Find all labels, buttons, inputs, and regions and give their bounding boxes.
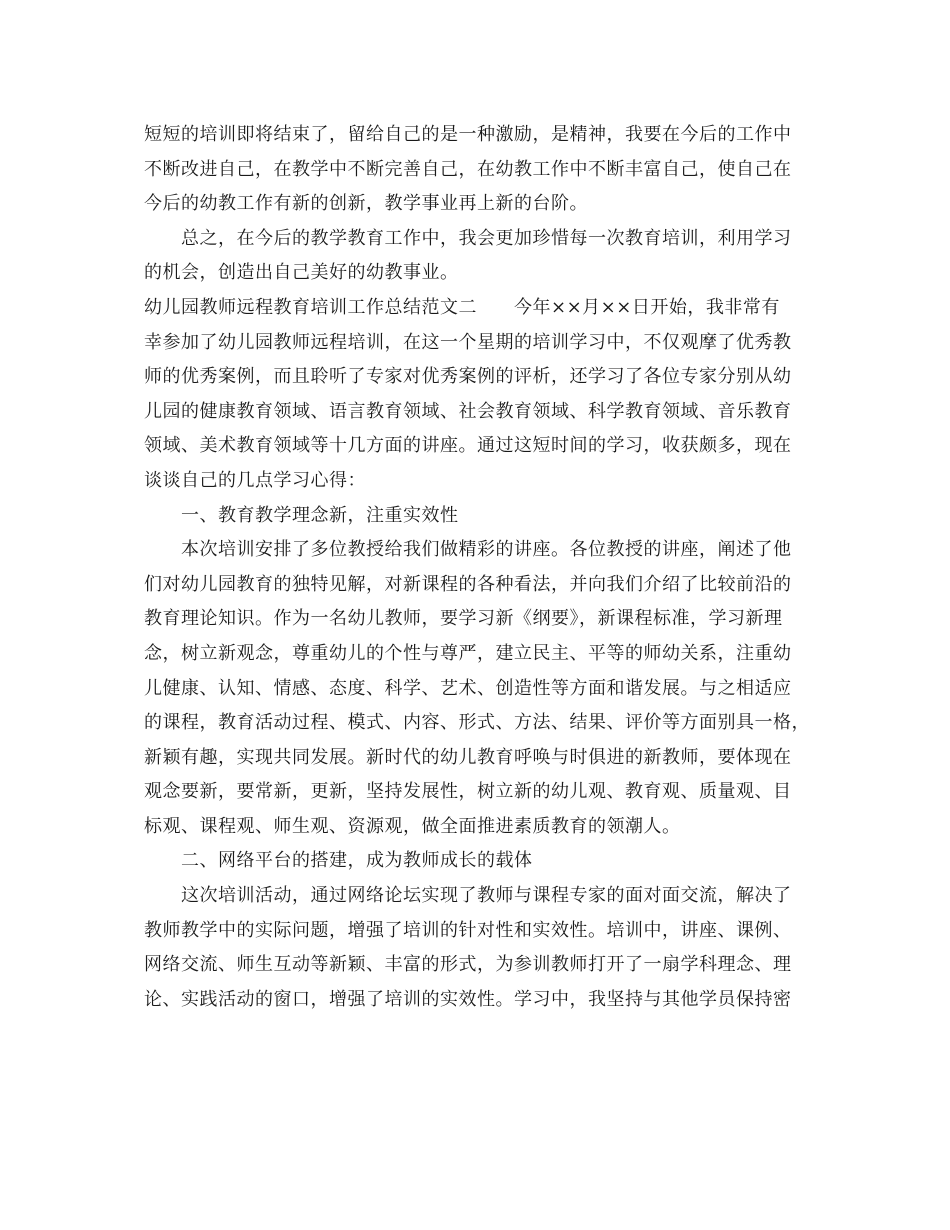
text-line-26: 论、实践活动的窗口，增强了培训的实效性。学习中，我坚持与其他学员保持密	[144, 988, 792, 1010]
text-line-10: 领域、美术教育领域等十几方面的讲座。通过这短时间的学习，收获颇多，现在	[144, 435, 792, 457]
text-line-20: 观念要新，要常新，更新，坚持发展性，树立新的幼儿观、教育观、质量观、目	[144, 781, 792, 803]
text-line-21: 标观、课程观、师生观、资源观，做全面推进素质教育的领潮人。	[144, 815, 681, 837]
text-line-16: 念，树立新观念，尊重幼儿的个性与尊严，建立民主、平等的师幼关系，注重幼	[144, 642, 792, 664]
text-line-9: 儿园的健康教育领域、语言教育领域、社会教育领域、科学教育领域、音乐教育	[144, 400, 792, 422]
heading-line-2: 二、网络平台的搭建，成为教师成长的载体	[181, 850, 533, 872]
text-line-3: 今后的幼教工作有新的创新，教学事业再上新的台阶。	[144, 193, 588, 215]
text-line-1: 短短的培训即将结束了，留给自己的是一种激励，是精神，我要在今后的工作中	[144, 124, 792, 145]
text-line-19: 新颖有趣，实现共同发展。新时代的幼儿教育呼唤与时俱进的新教师，要体现在	[144, 746, 792, 768]
text-line-5: 的机会，创造出自己美好的幼教事业。	[144, 262, 459, 284]
text-line-17: 儿健康、认知、情感、态度、科学、艺术、创造性等方面和谐发展。与之相适应	[144, 677, 792, 699]
text-line-11: 谈谈自己的几点学习心得：	[144, 469, 366, 491]
text-line-13: 本次培训安排了多位教授给我们做精彩的讲座。各位教授的讲座，阐述了他	[181, 539, 792, 561]
text-line-7: 幸参加了幼儿园教师远程培训，在这一个星期的培训学习中，不仅观摩了优秀教	[144, 331, 792, 353]
document-body	[144, 118, 810, 1017]
text-line-18: 的课程，教育活动过程、模式、内容、形式、方法、结果、评价等方面别具一格，	[144, 712, 810, 734]
text-line-8: 师的优秀案例，而且聆听了专家对优秀案例的评析，还学习了各位专家分别从幼	[144, 366, 792, 388]
heading-line-1: 一、教育教学理念新，注重实效性	[181, 504, 459, 526]
text-line-14: 们对幼儿园教育的独特见解，对新课程的各种看法，并向我们介绍了比较前沿的	[144, 573, 792, 595]
text-line-4: 总之，在今后的教学教育工作中，我会更加珍惜每一次教育培训，利用学习	[181, 227, 792, 249]
text-line-23: 这次培训活动，通过网络论坛实现了教师与课程专家的面对面交流，解决了	[181, 885, 792, 907]
text-line-24: 教师教学中的实际问题，增强了培训的针对性和实效性。培训中，讲座、课例、	[144, 919, 792, 941]
text-line-25: 网络交流、师生互动等新颖、丰富的形式，为参训教师打开了一扇学科理念、理	[144, 954, 792, 976]
text-line-15: 教育理论知识。作为一名幼儿教师，要学习新《纲要》，新课程标准，学习新理	[144, 608, 783, 630]
section-title-line: 幼儿园教师远程教育培训工作总结范文二 今年××月××日开始，我非常有	[144, 296, 780, 318]
text-line-2: 不断改进自己，在教学中不断完善自己，在幼教工作中不断丰富自己，使自己在	[144, 158, 792, 180]
